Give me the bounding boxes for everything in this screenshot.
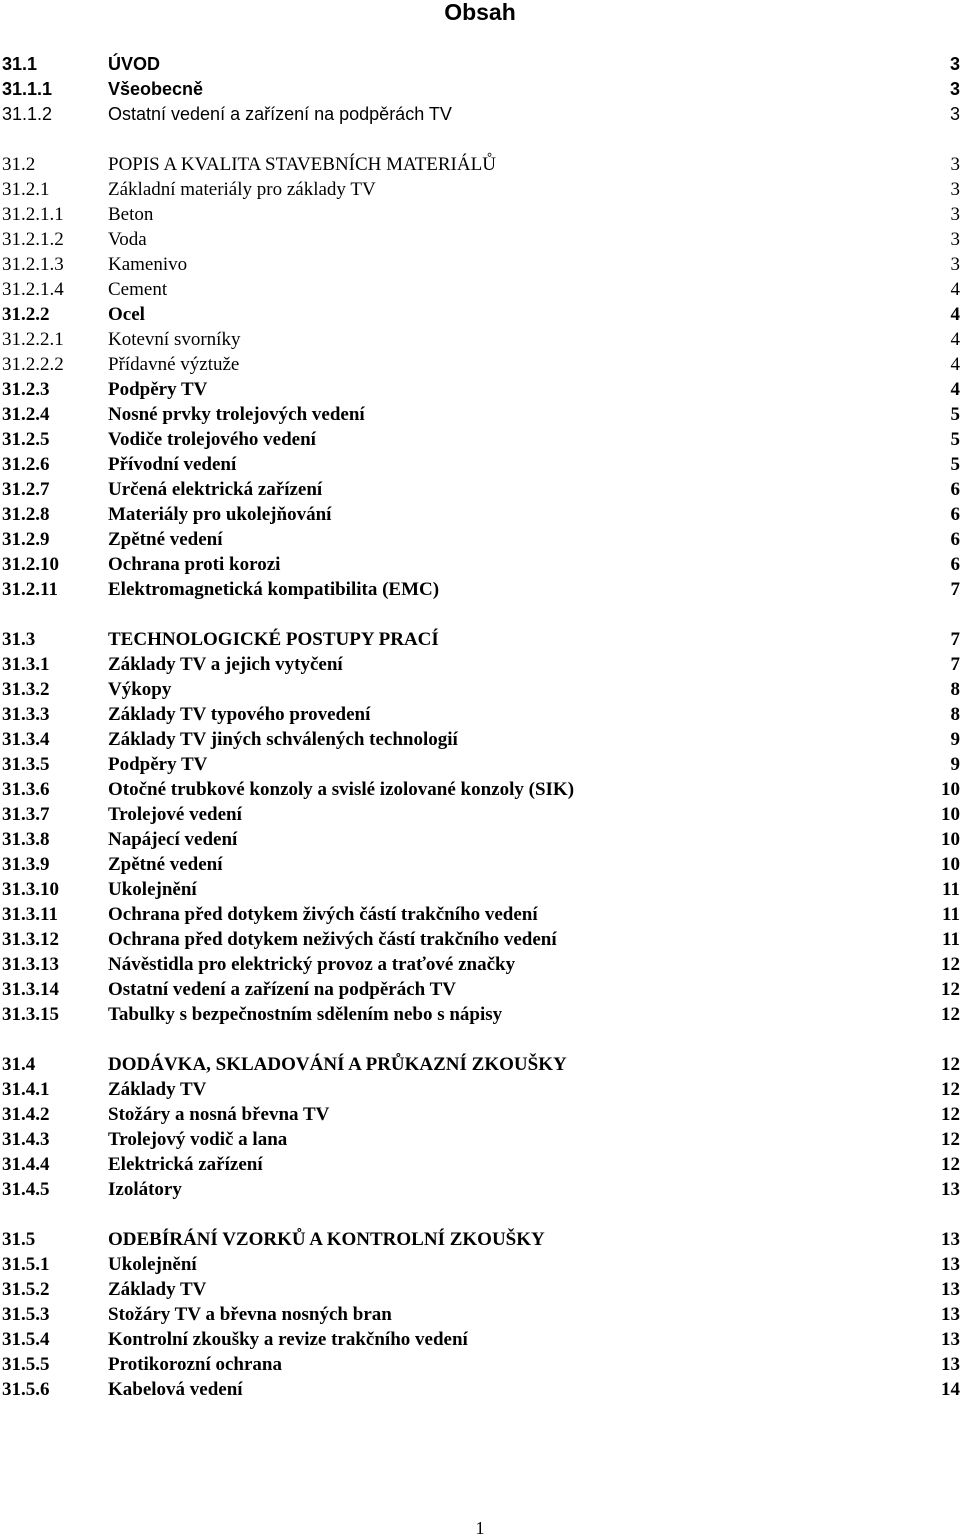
toc-entry-number: 31.3.9	[2, 852, 50, 877]
toc-entry-number: 31.5.2	[2, 1277, 50, 1302]
toc-entry-title: Ochrana před dotykem živých částí trakčního vedení	[108, 902, 538, 927]
toc-entry-number: 31.3.1	[2, 652, 50, 677]
toc-entry[interactable]	[0, 177, 960, 202]
toc-entry[interactable]	[0, 277, 960, 302]
toc-entry-number: 31.5.1	[2, 1252, 50, 1277]
toc-entry-page: 6	[951, 477, 960, 502]
page-title: Obsah	[0, 0, 960, 26]
toc-entry-page: 3	[951, 227, 960, 252]
toc-entry[interactable]	[0, 1277, 960, 1302]
toc-entry[interactable]	[0, 852, 960, 877]
toc-entry-number: 31.3	[2, 627, 35, 652]
toc-entry-number: 31.2.6	[2, 452, 50, 477]
toc-entry[interactable]	[0, 1152, 960, 1177]
toc-entry-page: 12	[941, 1077, 960, 1102]
toc-entry-title: Otočné trubkové konzoly a svislé izolované konzoly (SIK)	[108, 777, 574, 802]
toc-entry-number: 31.2.11	[2, 577, 58, 602]
toc-entry-title: Všeobecně	[108, 77, 203, 102]
toc-entry-number: 31.3.10	[2, 877, 59, 902]
toc-entry-page: 7	[951, 627, 960, 652]
toc-entry-number: 31.2.3	[2, 377, 50, 402]
toc-entry-title: Kotevní svorníky	[108, 327, 240, 352]
toc-entry-page: 10	[941, 827, 960, 852]
toc-entry-page: 8	[951, 702, 960, 727]
toc-entry[interactable]	[0, 1102, 960, 1127]
toc-entry-number: 31.3.2	[2, 677, 50, 702]
toc-entry[interactable]	[0, 902, 960, 927]
toc-entry-title: Ochrana před dotykem neživých částí trakčního vedení	[108, 927, 557, 952]
toc-entry-number: 31.2.1.2	[2, 227, 64, 252]
toc-entry-title: Protikorozní ochrana	[108, 1352, 282, 1377]
toc-entry[interactable]	[0, 752, 960, 777]
toc-entry-number: 31.2.5	[2, 427, 50, 452]
toc-entry[interactable]	[0, 1052, 960, 1077]
toc-entry[interactable]	[0, 1252, 960, 1277]
toc-entry-page: 3	[950, 52, 960, 77]
toc-entry-title: Návěstidla pro elektrický provoz a traťové značky	[108, 952, 515, 977]
toc-entry[interactable]	[0, 977, 960, 1002]
toc-entry-page: 6	[951, 552, 960, 577]
toc-entry-page: 14	[941, 1377, 960, 1402]
toc-entry-page: 3	[951, 202, 960, 227]
toc-entry[interactable]	[0, 152, 960, 177]
toc-entry-number: 31.2.2.2	[2, 352, 64, 377]
toc-entry-page: 5	[951, 427, 960, 452]
toc-entry[interactable]	[0, 327, 960, 352]
toc-entry-title: Kamenivo	[108, 252, 187, 277]
toc-entry-number: 31.5	[2, 1227, 35, 1252]
toc-entry[interactable]	[0, 452, 960, 477]
toc-entry-title: Napájecí vedení	[108, 827, 237, 852]
toc-entry-page: 12	[941, 952, 960, 977]
toc-entry[interactable]	[0, 427, 960, 452]
toc-entry[interactable]	[0, 677, 960, 702]
toc-entry-number: 31.3.15	[2, 1002, 59, 1027]
toc-entry-page: 11	[942, 902, 960, 927]
toc-entry-title: Ostatní vedení a zařízení na podpěrách TV	[108, 102, 452, 127]
toc-entry-page: 12	[941, 1102, 960, 1127]
toc-entry-page: 13	[941, 1327, 960, 1352]
toc-entry-page: 6	[951, 502, 960, 527]
toc-entry-title: Základy TV a jejich vytyčení	[108, 652, 343, 677]
toc-entry-title: Ocel	[108, 302, 145, 327]
toc-entry-title: Izolátory	[108, 1177, 182, 1202]
toc-entry-number: 31.4.2	[2, 1102, 50, 1127]
toc-entry-title: Výkopy	[108, 677, 171, 702]
toc-entry-page: 12	[941, 977, 960, 1002]
toc-entry-title: Vodiče trolejového vedení	[108, 427, 316, 452]
toc-entry[interactable]	[0, 1227, 960, 1252]
toc-entry-number: 31.5.5	[2, 1352, 50, 1377]
toc-entry-title: Podpěry TV	[108, 752, 207, 777]
toc-entry-number: 31.3.3	[2, 702, 50, 727]
toc-entry-title: Trolejový vodič a lana	[108, 1127, 287, 1152]
toc-entry[interactable]	[0, 577, 960, 602]
toc-entry-page: 13	[941, 1277, 960, 1302]
toc-entry-number: 31.4	[2, 1052, 35, 1077]
toc-entry-title: Přívodní vedení	[108, 452, 236, 477]
toc-entry-page: 3	[951, 152, 960, 177]
toc-entry-page: 9	[951, 752, 960, 777]
toc-entry[interactable]	[0, 1077, 960, 1102]
toc-entry-page: 5	[951, 452, 960, 477]
toc-entry-title: Kabelová vedení	[108, 1377, 243, 1402]
toc-entry-page: 10	[941, 802, 960, 827]
toc-entry-page: 13	[941, 1352, 960, 1377]
toc-entry-number: 31.4.4	[2, 1152, 50, 1177]
toc-entry-title: Základy TV	[108, 1077, 206, 1102]
toc-entry-page: 4	[951, 277, 960, 302]
toc-entry-page: 11	[942, 877, 960, 902]
toc-entry-number: 31.3.4	[2, 727, 50, 752]
toc-entry[interactable]	[0, 502, 960, 527]
toc-entry-page: 7	[951, 652, 960, 677]
toc-entry[interactable]	[0, 1302, 960, 1327]
page-number: 1	[0, 1517, 960, 1539]
toc-entry-title: Ukolejnění	[108, 877, 197, 902]
toc-entry-number: 31.4.5	[2, 1177, 50, 1202]
toc-entry-title: Stožáry TV a břevna nosných bran	[108, 1302, 392, 1327]
toc-entry[interactable]	[0, 202, 960, 227]
toc-entry-number: 31.3.7	[2, 802, 50, 827]
toc-entry-page: 10	[941, 852, 960, 877]
toc-entry-title: Ostatní vedení a zařízení na podpěrách TV	[108, 977, 456, 1002]
toc-entry-title: Elektromagnetická kompatibilita (EMC)	[108, 577, 439, 602]
toc-entry-title: Ochrana proti korozi	[108, 552, 280, 577]
toc-entry-title: Cement	[108, 277, 167, 302]
toc-entry[interactable]	[0, 1002, 960, 1027]
toc-entry-page: 4	[951, 327, 960, 352]
toc-entry[interactable]	[0, 1327, 960, 1352]
toc-entry[interactable]	[0, 77, 960, 102]
toc-entry-title: ODEBÍRÁNÍ VZORKŮ A KONTROLNÍ ZKOUŠKY	[108, 1227, 545, 1252]
toc-entry-page: 9	[951, 727, 960, 752]
toc-entry-number: 31.3.12	[2, 927, 59, 952]
toc-entry-page: 4	[951, 302, 960, 327]
toc-entry-number: 31.1.2	[2, 102, 52, 127]
toc-entry[interactable]	[0, 877, 960, 902]
toc-entry-number: 31.2.8	[2, 502, 50, 527]
toc-entry-number: 31.3.11	[2, 902, 58, 927]
toc-entry-page: 12	[941, 1152, 960, 1177]
toc-entry[interactable]	[0, 952, 960, 977]
toc-entry-number: 31.3.14	[2, 977, 59, 1002]
toc-entry-title: Základy TV	[108, 1277, 206, 1302]
toc-entry-title: Základy TV jiných schválených technologií	[108, 727, 458, 752]
toc-entry[interactable]	[0, 702, 960, 727]
toc-entry[interactable]	[0, 552, 960, 577]
toc-entry-title: Beton	[108, 202, 153, 227]
toc-entry[interactable]	[0, 377, 960, 402]
toc-entry-title: Základní materiály pro základy TV	[108, 177, 376, 202]
toc-entry-page: 3	[951, 252, 960, 277]
toc-entry-number: 31.2.2.1	[2, 327, 64, 352]
toc-entry-title: Ukolejnění	[108, 1252, 197, 1277]
toc-entry[interactable]	[0, 777, 960, 802]
toc-entry-number: 31.4.3	[2, 1127, 50, 1152]
toc-entry-number: 31.3.5	[2, 752, 50, 777]
toc-entry[interactable]	[0, 802, 960, 827]
toc-entry[interactable]	[0, 227, 960, 252]
toc-entry[interactable]	[0, 527, 960, 552]
toc-entry-number: 31.5.4	[2, 1327, 50, 1352]
toc-entry-number: 31.4.1	[2, 1077, 50, 1102]
toc-entry[interactable]	[0, 827, 960, 852]
toc-entry[interactable]	[0, 652, 960, 677]
toc-entry[interactable]	[0, 1377, 960, 1402]
toc-entry[interactable]	[0, 302, 960, 327]
toc-entry[interactable]	[0, 477, 960, 502]
toc-entry-number: 31.3.13	[2, 952, 59, 977]
toc-entry-number: 31.2	[2, 152, 35, 177]
toc-entry-title: ÚVOD	[108, 52, 160, 77]
toc-entry[interactable]	[0, 727, 960, 752]
toc-entry-page: 12	[941, 1052, 960, 1077]
toc-entry-page: 13	[941, 1227, 960, 1252]
toc-entry[interactable]	[0, 927, 960, 952]
toc-entry[interactable]	[0, 252, 960, 277]
toc-entry-page: 11	[942, 927, 960, 952]
toc-entry-number: 31.2.1.3	[2, 252, 64, 277]
toc-entry-page: 13	[941, 1302, 960, 1327]
toc-entry[interactable]	[0, 627, 960, 652]
toc-entry-title: Přídavné výztuže	[108, 352, 239, 377]
toc-entry-number: 31.2.9	[2, 527, 50, 552]
toc-entry-number: 31.2.4	[2, 402, 50, 427]
toc-entry-number: 31.2.1	[2, 177, 50, 202]
toc-entry[interactable]	[0, 1127, 960, 1152]
toc-entry[interactable]	[0, 52, 960, 77]
toc-entry-page: 10	[941, 777, 960, 802]
toc-entry-number: 31.2.1.4	[2, 277, 64, 302]
toc-entry-title: Kontrolní zkoušky a revize trakčního vedení	[108, 1327, 468, 1352]
toc-entry-title: Voda	[108, 227, 147, 252]
toc-entry-title: DODÁVKA, SKLADOVÁNÍ A PRŮKAZNÍ ZKOUŠKY	[108, 1052, 567, 1077]
toc-entry-number: 31.5.6	[2, 1377, 50, 1402]
toc-entry-page: 7	[951, 577, 960, 602]
toc-entry-title: Stožáry a nosná břevna TV	[108, 1102, 329, 1127]
toc-entry-page: 6	[951, 527, 960, 552]
toc-entry-page: 13	[941, 1252, 960, 1277]
toc-entry-title: Materiály pro ukolejňování	[108, 502, 331, 527]
toc-entry[interactable]	[0, 1352, 960, 1377]
toc-entry-title: Trolejové vedení	[108, 802, 242, 827]
toc-entry-number: 31.2.10	[2, 552, 59, 577]
toc-entry[interactable]	[0, 402, 960, 427]
toc-entry-title: Nosné prvky trolejových vedení	[108, 402, 365, 427]
toc-entry-page: 5	[951, 402, 960, 427]
toc-entry-number: 31.3.6	[2, 777, 50, 802]
toc-entry-title: POPIS A KVALITA STAVEBNÍCH MATERIÁLŮ	[108, 152, 496, 177]
toc-entry-page: 4	[951, 352, 960, 377]
toc-entry-title: TECHNOLOGICKÉ POSTUPY PRACÍ	[108, 627, 439, 652]
toc-entry-page: 3	[950, 77, 960, 102]
toc-entry-page: 13	[941, 1177, 960, 1202]
toc-entry-number: 31.1.1	[2, 77, 52, 102]
toc-entry-title: Podpěry TV	[108, 377, 207, 402]
toc-entry-page: 12	[941, 1002, 960, 1027]
toc-entry-number: 31.2.1.1	[2, 202, 64, 227]
toc-entry-title: Tabulky s bezpečnostním sdělením nebo s nápisy	[108, 1002, 502, 1027]
toc-entry-page: 3	[951, 177, 960, 202]
toc-entry-title: Základy TV typového provedení	[108, 702, 370, 727]
toc-entry-page: 4	[951, 377, 960, 402]
toc-entry-number: 31.3.8	[2, 827, 50, 852]
toc-entry-page: 12	[941, 1127, 960, 1152]
toc-entry-title: Zpětné vedení	[108, 527, 223, 552]
toc-entry-title: Určená elektrická zařízení	[108, 477, 322, 502]
toc-entry-number: 31.2.2	[2, 302, 50, 327]
toc-entry-page: 8	[951, 677, 960, 702]
toc-entry[interactable]	[0, 352, 960, 377]
toc-entry-title: Zpětné vedení	[108, 852, 223, 877]
toc-entry-number: 31.5.3	[2, 1302, 50, 1327]
toc-entry-title: Elektrická zařízení	[108, 1152, 263, 1177]
toc-entry[interactable]	[0, 1177, 960, 1202]
toc-entry-page: 3	[950, 102, 960, 127]
toc-entry-number: 31.1	[2, 52, 37, 77]
toc-entry-number: 31.2.7	[2, 477, 50, 502]
toc-entry[interactable]	[0, 102, 960, 127]
